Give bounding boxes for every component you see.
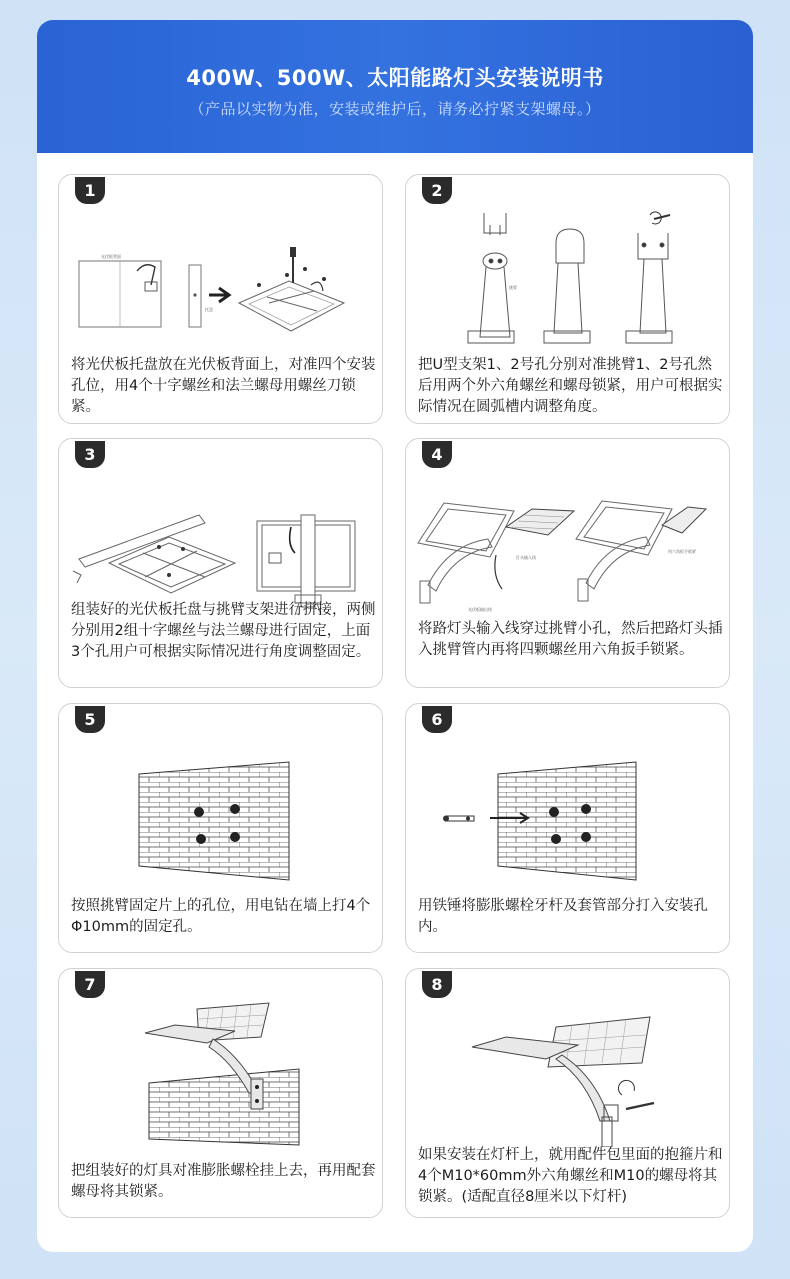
label-pv-output: 光伏板输出线 <box>468 607 492 612</box>
step-number-badge: 2 <box>422 177 452 204</box>
step-number-badge: 1 <box>75 177 105 204</box>
step-card-6 <box>405 703 730 953</box>
step-7-description: 把组装好的灯具对准膨胀螺栓挂上去，再用配套螺母将其锁紧。 <box>71 1163 376 1200</box>
label-panel-back: 光伏板背面 <box>101 254 121 259</box>
page-subtitle: （产品以实物为准，安装或维护后，请务必拧紧支架螺母。） <box>189 100 601 118</box>
step-card-7 <box>58 968 383 1218</box>
step-card-1 <box>58 174 383 424</box>
header-banner <box>37 20 753 153</box>
instruction-sheet <box>37 20 753 1252</box>
label-bracket: 托盘 <box>205 307 213 312</box>
step-number-badge: 6 <box>422 706 452 733</box>
step-4-description: 将路灯头输入线穿过挑臂小孔，然后把路灯头插入挑臂管内再将四颗螺丝用六角扳手锁紧。 <box>418 621 723 658</box>
page-title: 400W、500W、太阳能路灯头安装说明书 <box>186 66 604 90</box>
step-number-badge: 5 <box>75 706 105 733</box>
step-2-description: 把U型支架1、2号孔分别对准挑臂1、2号孔然后用两个外六角螺丝和螺母锁紧，用户可根据实际情况在圆弧槽内调整角度。 <box>418 357 723 415</box>
label-lamp-input: 灯头输入线 <box>516 555 536 560</box>
step-card-8 <box>405 968 730 1218</box>
label-arm: 挑臂 <box>509 285 517 290</box>
step-5-illustration <box>59 732 384 882</box>
step-card-2 <box>405 174 730 424</box>
step-number-badge: 7 <box>75 971 105 998</box>
step-1-description: 将光伏板托盘放在光伏板背面上，对准四个安装孔位，用4个十字螺丝和法兰螺母用螺丝刀锁紧。 <box>71 357 376 415</box>
step-6-illustration <box>406 732 731 882</box>
step-3-illustration <box>59 467 384 617</box>
step-5-description: 按照挑臂固定片上的孔位，用电钻在墙上打4个Φ10mm的固定孔。 <box>71 898 371 935</box>
step-card-4 <box>405 438 730 688</box>
step-card-3 <box>58 438 383 688</box>
step-8-description: 如果安装在灯杆上，就用配件包里面的抱箍片和4个M10*60mm外六角螺丝和M10的螺母将其锁紧。(适配直径8厘米以下灯杆) <box>418 1147 723 1205</box>
step-4-illustration <box>406 467 731 617</box>
step-3-description: 组装好的光伏板托盘与挑臂支架进行拼接，两侧分别用2组十字螺丝与法兰螺母进行固定，上面3个孔用户可根据实际情况进行角度调整固定。 <box>71 602 376 660</box>
step-number-badge: 4 <box>422 441 452 468</box>
step-number-badge: 8 <box>422 971 452 998</box>
step-1-illustration <box>59 203 384 353</box>
step-7-illustration <box>59 997 384 1147</box>
step-card-5 <box>58 703 383 953</box>
step-6-description: 用铁锤将膨胀螺栓牙杆及套管部分打入安装孔内。 <box>418 898 708 935</box>
step-8-illustration <box>406 997 731 1147</box>
label-hex-wrench: 用六角扳手锁紧 <box>668 549 696 554</box>
step-number-badge: 3 <box>75 441 105 468</box>
step-2-illustration <box>406 203 731 353</box>
